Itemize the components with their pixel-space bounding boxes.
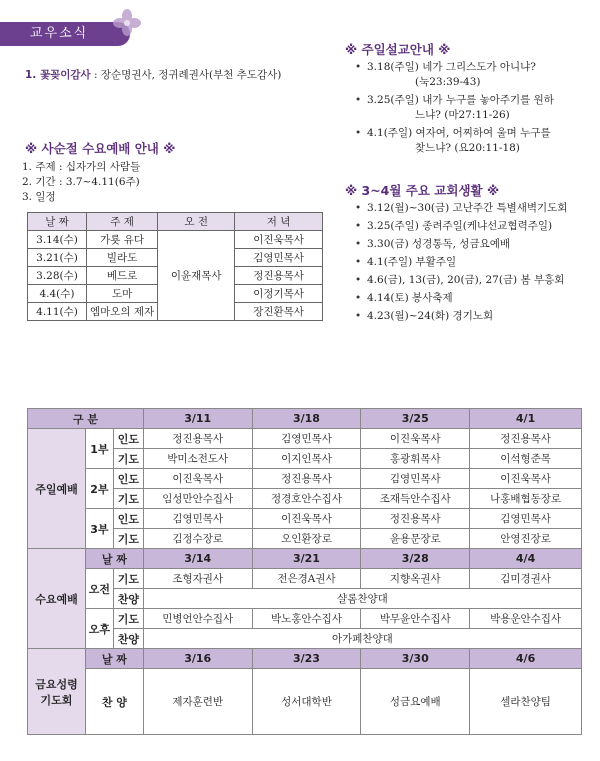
lent-theme: 1. 주제 : 십자가의 사람들: [22, 161, 141, 173]
sermon-line: • 3.25(주일) 내가 누구를 놓아주기를 원하: [367, 94, 554, 106]
role-label: 찬양: [113, 629, 143, 649]
cell: 김정수장로: [143, 529, 252, 549]
list-item: • 3.12(월)~30(금) 고난주간 특별새벽기도회: [355, 201, 595, 216]
list-item: • 4.1(주일) 부활주일: [355, 255, 595, 270]
cell: 조재득안수집사: [361, 489, 470, 509]
cell: 김미경권사: [470, 569, 582, 589]
service-name: 3부: [85, 509, 113, 549]
table-row: [28, 569, 582, 589]
row-topic: 빌라도: [87, 249, 158, 267]
role-label: 기도: [113, 489, 143, 509]
lent-title: ※ 사순절 수요예배 안내 ※: [25, 141, 176, 156]
cell: 정경호안수집사: [252, 489, 361, 509]
cell: 박용운안수집사: [470, 609, 582, 629]
lent-schedule-table: [27, 212, 323, 321]
wed-date: 3/14: [143, 549, 252, 569]
row-date: 3.14(수): [28, 231, 87, 249]
row-topic: 엠마오의 제자: [87, 303, 158, 321]
wed-date: 4/4: [470, 549, 582, 569]
row-evening: 김영민목사: [235, 249, 323, 267]
lent-schedule-label: 3. 일정: [22, 191, 56, 203]
list-item: [355, 126, 590, 156]
service-name: 1부: [85, 429, 113, 469]
table-row: [28, 509, 582, 529]
table-row: [28, 609, 582, 629]
table-row: [28, 669, 582, 735]
events-list: [355, 201, 595, 327]
lent-details: [22, 160, 140, 205]
row-evening: 이정기목사: [235, 285, 323, 303]
header-label: 구 분: [28, 409, 144, 429]
cell: 전은경A권사: [252, 569, 361, 589]
cell: 김영민목사: [143, 509, 252, 529]
cell: 정진용목사: [361, 509, 470, 529]
row-date: 4.4(수): [28, 285, 87, 303]
role-label: 기도: [113, 609, 143, 629]
sermon-list: [355, 60, 590, 159]
wed-date: 3/21: [252, 549, 361, 569]
col-evening: 저 녁: [235, 213, 323, 231]
cell: 박노홍안수집사: [252, 609, 361, 629]
fri-date: 3/16: [143, 649, 252, 669]
cell: 임성만안수집사: [143, 489, 252, 509]
cell: 이진욱목사: [470, 469, 582, 489]
list-item: • 4.6(금), 13(금), 20(금), 27(금) 봄 부흥회: [355, 273, 595, 288]
row-topic: 베드로: [87, 267, 158, 285]
sermon-ref: 느냐? (마27:11-26): [415, 109, 510, 121]
row-topic: 도마: [87, 285, 158, 303]
cell: 조형자권사: [143, 569, 252, 589]
list-item: [355, 93, 590, 123]
flower-icon: [112, 8, 142, 38]
wed-pm-label: 오후: [85, 609, 113, 649]
sermon-ref: 찾느냐? (요20:11-18): [415, 142, 520, 154]
cell: 박미소전도사: [143, 449, 252, 469]
cell: 제자훈련반: [143, 669, 252, 735]
role-label: 기도: [113, 529, 143, 549]
row-date: 3.21(수): [28, 249, 87, 267]
cell: 이석형준목: [470, 449, 582, 469]
cell: 이진욱목사: [361, 429, 470, 449]
role-label: 기도: [113, 569, 143, 589]
sunday-worship-label: 주일예배: [28, 429, 86, 549]
date-label: 날 짜: [85, 649, 143, 669]
friday-label-line: 기도회: [40, 693, 73, 707]
wed-am-label: 오전: [85, 569, 113, 609]
cell: 안영진장로: [470, 529, 582, 549]
flower-thanks-text: : 장순명권사, 정귀례권사(부천 추도감사): [90, 69, 282, 81]
role-label: 인도: [113, 509, 143, 529]
role-label: 찬양: [113, 589, 143, 609]
date-label: 날 짜: [85, 549, 143, 569]
flower-thanks-label: 1. 꽃꽂이감사: [25, 69, 91, 81]
choir-cell: 샬롬찬양대: [143, 589, 581, 609]
cell: 정진용목사: [143, 429, 252, 449]
wed-date: 3/28: [361, 549, 470, 569]
role-label: 기도: [113, 449, 143, 469]
role-label: 찬 양: [85, 669, 143, 735]
list-item: • 4.14(토) 봉사축제: [355, 291, 595, 306]
list-item: • 3.30(금) 성경통독, 성금요예배: [355, 237, 595, 252]
row-topic: 가룟 유다: [87, 231, 158, 249]
wednesday-worship-label: 수요예배: [28, 549, 86, 649]
fri-date: 3/23: [252, 649, 361, 669]
cell: 박무윤안수집사: [361, 609, 470, 629]
sermon-title: ※ 주일설교안내 ※: [345, 42, 451, 57]
row-evening: 장진환목사: [235, 303, 323, 321]
morning-preacher: 이윤재목사: [158, 231, 235, 321]
cell: 셀라찬양팀: [470, 669, 582, 735]
fri-date: 3/30: [361, 649, 470, 669]
col-date: 날 짜: [28, 213, 87, 231]
cell: 김영민목사: [252, 429, 361, 449]
table-row: [28, 231, 323, 249]
cell: 성서대학반: [252, 669, 361, 735]
events-title: ※ 3~4월 주요 교회생활 ※: [345, 183, 500, 198]
lent-period: 2. 기간 : 3.7~4.11(6주): [22, 176, 140, 188]
cell: 이진욱목사: [252, 509, 361, 529]
sunday-date: 3/18: [252, 409, 361, 429]
cell: 오인환장로: [252, 529, 361, 549]
cell: 이진욱목사: [143, 469, 252, 489]
cell: 홍광휘목사: [361, 449, 470, 469]
table-row: [28, 429, 582, 449]
cell: 민병언안수집사: [143, 609, 252, 629]
friday-label-line: 금요성령: [35, 677, 78, 691]
list-item: • 3.25(주일) 종려주일(케냐선교협력주일): [355, 219, 595, 234]
cell: 김영민목사: [470, 509, 582, 529]
flower-thanks-line: [25, 67, 281, 82]
col-topic: 주 제: [87, 213, 158, 231]
role-label: 인도: [113, 429, 143, 449]
table-row: [28, 649, 582, 669]
table-row: [28, 469, 582, 489]
sunday-date: 4/1: [470, 409, 582, 429]
cell: 정진용목사: [252, 469, 361, 489]
role-label: 인도: [113, 469, 143, 489]
row-evening: 정진용목사: [235, 267, 323, 285]
list-item: • 4.23(월)~24(화) 경기노회: [355, 309, 595, 324]
row-date: 4.11(수): [28, 303, 87, 321]
cell: 이지인목사: [252, 449, 361, 469]
service-schedule-table: [27, 408, 582, 735]
cell: 정진용목사: [470, 429, 582, 449]
choir-cell: 아가페찬양대: [143, 629, 581, 649]
list-item: [355, 60, 590, 90]
row-date: 3.28(수): [28, 267, 87, 285]
row-evening: 이진욱목사: [235, 231, 323, 249]
table-row: [28, 549, 582, 569]
friday-prayer-label: [28, 649, 86, 735]
service-name: 2부: [85, 469, 113, 509]
cell: 나홍배협동장로: [470, 489, 582, 509]
sermon-line: • 3.18(주일) 네가 그리스도가 아니냐?: [367, 61, 536, 73]
sunday-date: 3/25: [361, 409, 470, 429]
cell: 성금요예배: [361, 669, 470, 735]
sunday-date: 3/11: [143, 409, 252, 429]
fri-date: 4/6: [470, 649, 582, 669]
cell: 지향옥권사: [361, 569, 470, 589]
col-morning: 오 전: [158, 213, 235, 231]
section-banner: 교우소식: [0, 22, 130, 46]
cell: 김영민목사: [361, 469, 470, 489]
sermon-ref: (눅23:39-43): [415, 76, 481, 88]
sermon-line: • 4.1(주일) 여자여, 어찌하여 울며 누구를: [367, 127, 551, 139]
cell: 윤용문장로: [361, 529, 470, 549]
